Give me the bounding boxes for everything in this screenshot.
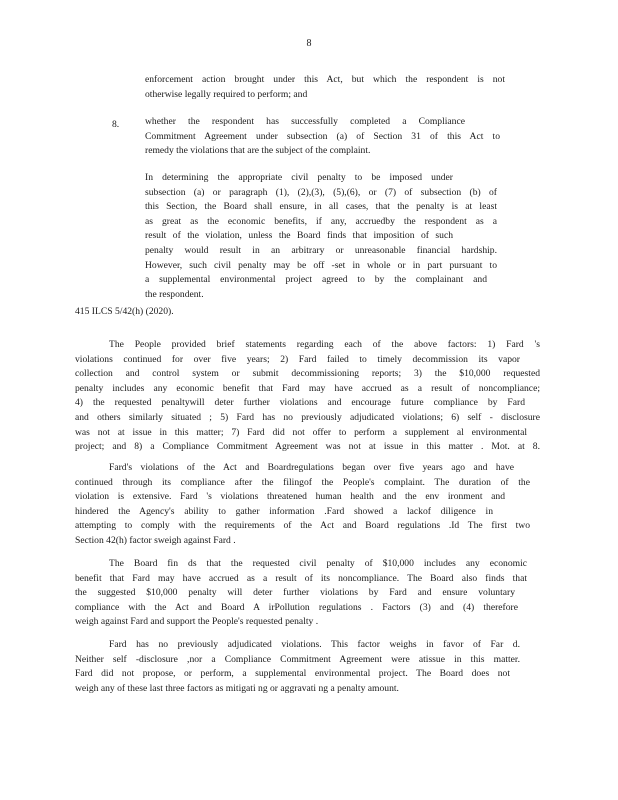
page-number: 8 [306,38,312,49]
text-line: this Section, the Board shall ensure, in all cases, that the penalty is at least [145,201,497,213]
text-line: enforcement action brought under this Act, but which the respondent is not [145,74,505,85]
statutory-citation [75,305,275,320]
text-line: The Board fin ds that the requested civil penalty of $10,000 includes any economic [109,558,527,569]
text-line: Fard did not propose, or perform, a supplemental environmental project. The Board does not [75,668,510,680]
text-line: penalty would result in an arbitrary or unreasonable financial hardship. [145,244,497,256]
text-line: project; and 8) a Compliance Commitment Agreement was not at issue in this matter . Mot. at 8. [75,441,540,453]
text-line: the suggested $10,000 penalty will deter further violations by Fard and ensure voluntary [75,587,515,599]
text-line: Neither self -disclosure ,nor a Compliance Commitment Agreement were atissue in this matter. [75,653,520,665]
text-line: attempting to comply with the requirements of the Act and Board regulations .Id The first two [75,520,530,532]
continuation-text [145,73,505,102]
determining-paragraph [145,171,497,302]
text-line: violation is extensive. Fard 's violations threatened human health and the env ironment and [75,491,505,503]
text-line: benefit that Fard may have accrued as a result of its noncompliance. The Board also finds that [75,572,527,584]
paragraph-fard-violations [75,461,530,549]
text-line: collection and control system or submit decommissioning reports; 3) the $10,000 requested [75,368,540,380]
text-line: Section 42(h) factor sweigh against Fard . [75,534,236,546]
text-line: However, such civil penalty may be off -set in whole or in part pursuant to [145,259,497,271]
item-8-text [145,115,500,159]
text-line: 415 ILCS 5/42(h) (2020). [75,306,174,317]
text-line: subsection (a) or paragraph (1), (2),(3), (5),(6), or (7) of subsection (b) of [145,186,497,198]
text-line: weigh any of these last three factors as mitigati ng or aggravati ng a penalty amount. [75,682,399,694]
text-line: Fard has no previously adjudicated violations. This factor weighs in favor of Far d. [109,639,520,650]
text-line: a supplemental environmental project agreed to by the complainant and [145,274,487,286]
text-line: 4) the requested penaltywill deter further violations and encourage future compliance by Fard [75,397,525,409]
paragraph-prior-violations [75,638,520,696]
text-line: Fard's violations of the Act and Boardregulations began over five years ago and have [109,462,514,473]
text-line: compliance with the Act and Board A irPollution regulations . Factors (3) and (4) therefore [75,601,518,613]
text-line: The People provided brief statements regarding each of the above factors: 1) Fard 's [109,339,540,350]
text-line: was not at issue in this matter; 7) Fard did not offer to perform a supplement al environmental [75,426,527,438]
text-line: violations continued for over five years; 2) Fard failed to timely decommission its vapor [75,353,520,365]
text-line: result of the violation, unless the Board finds that imposition of such [145,230,453,242]
text-line: penalty includes any economic benefit that Fard may have accrued as a result of noncompliance; [75,382,540,394]
paragraph-board-finds [75,557,527,630]
text-line: as great as the economic benefits, if any, accruedby the respondent as a [145,215,497,227]
text-line: and others similarly situated ; 5) Fard has no previously adjudicated violations; 6) self - disclosure [75,411,540,423]
text-line: remedy the violations that are the subject of the complaint. [145,145,371,157]
text-line: continued through its compliance after the filingof the People's complaint. The duration of the [75,476,530,488]
text-line: weigh against Fard and support the People's requested penalty . [75,616,319,628]
item-number: 8. [112,119,120,130]
text-line: In determining the appropriate civil penalty to be imposed under [145,172,453,183]
text-line: whether the respondent has successfully completed a Compliance [145,116,465,127]
text-line: otherwise legally required to perform; and [145,88,308,100]
text-line: Commitment Agreement under subsection (a) of Section 31 of this Act to [145,130,500,142]
text-line: the respondent. [145,288,204,300]
text-line: hindered the Agency's ability to gather information .Fard showed a lackof diligence in [75,505,493,517]
paragraph-people-statements [75,338,540,455]
